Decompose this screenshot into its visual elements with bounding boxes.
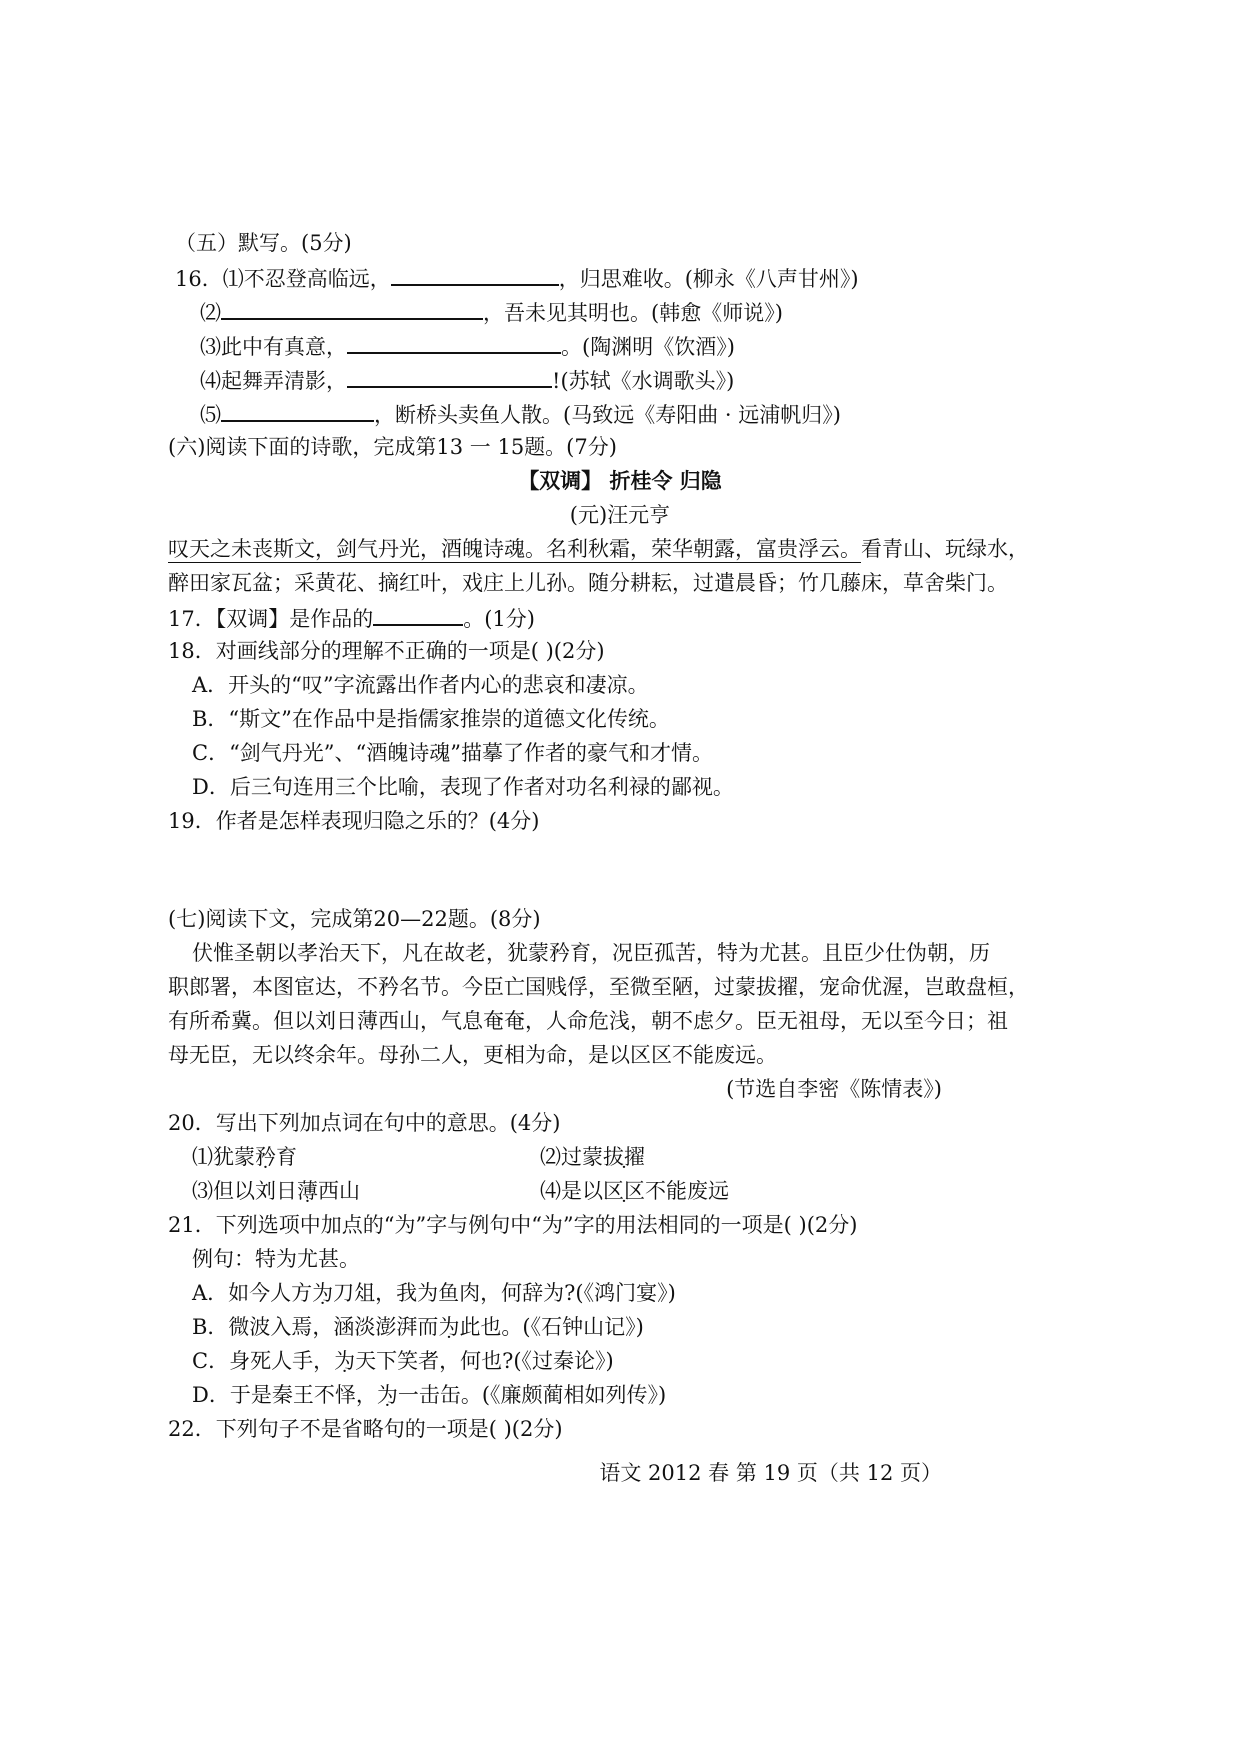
q20-2-dotted: 拔擢 xyxy=(603,1145,645,1169)
q21-a-post: 刀俎，我为鱼肉，何辞为?(《鸿门宴》) xyxy=(333,1281,676,1305)
q20-1-pre: ⑴犹蒙 xyxy=(192,1145,255,1169)
q21-c-post: 天下笑者，何也?(《过秦论》) xyxy=(355,1349,614,1373)
poem-author: (元)汪元亨 xyxy=(569,503,671,527)
poem-underlined-part: 叹天之未丧斯文，剑气丹光，酒魄诗魂。名利秋霜，荣华朝露，富贵浮云。 xyxy=(168,537,861,561)
q18: 18．对画线部分的理解不正确的一项是( )(2分) xyxy=(168,639,605,663)
q18-option-c: C．“剑气丹光”、“酒魄诗魂”描摹了作者的豪气和才情。 xyxy=(192,741,714,765)
q21-c-pre: C．身死人手， xyxy=(192,1349,335,1373)
q20-1-dotted: 矜 xyxy=(255,1145,276,1169)
q21-option-d xyxy=(192,1380,666,1410)
q18-option-a: A．开头的“叹”字流露出作者内心的悲哀和凄凉。 xyxy=(192,673,649,697)
q16-line-2 xyxy=(200,296,783,328)
q16-line-1 xyxy=(175,262,859,294)
q21-option-c xyxy=(192,1346,614,1376)
q16-line-5 xyxy=(200,398,841,430)
q20-item-3 xyxy=(192,1176,360,1206)
q21-c-dotted: 为 xyxy=(334,1349,356,1373)
q21-d-pre: D．于是秦王不怿， xyxy=(192,1383,377,1407)
section-7-heading: (七)阅读下文，完成第20—22题。(8分) xyxy=(168,907,541,931)
section-5-heading: （五）默写。(5分) xyxy=(175,231,352,255)
q16-5-blank[interactable] xyxy=(221,398,374,422)
passage-line-1: 伏惟圣朝以孝治天下，凡在故老，犹蒙矜育，况臣孤苦，特为尤甚。且臣少仕伪朝，历 xyxy=(192,941,990,965)
q21-option-a xyxy=(192,1278,676,1308)
q16-5-text-a: ⑸ xyxy=(200,403,221,427)
q20-item-2 xyxy=(540,1142,645,1172)
q16-1-text-a: 16．⑴不忍登高临远， xyxy=(175,267,391,291)
q21-option-b xyxy=(192,1312,644,1342)
q20: 20．写出下列加点词在句中的意思。(4分) xyxy=(168,1111,561,1135)
q21-b-dotted: 为 xyxy=(438,1315,460,1339)
q17-text-a: 17．【双调】是作品的 xyxy=(168,607,374,631)
q20-3-post: 西山 xyxy=(318,1179,360,1203)
q20-3-dotted: 薄 xyxy=(297,1179,318,1203)
q16-1-text-b: ，归思难收。(柳永《八声甘州》) xyxy=(558,267,859,291)
q20-4-post: 不能废远 xyxy=(645,1179,729,1203)
q17-text-b: 。(1分) xyxy=(463,607,535,631)
q16-2-blank[interactable] xyxy=(221,296,483,320)
q19: 19．作者是怎样表现归隐之乐的？(4分) xyxy=(168,809,540,833)
q22: 22．下列句子不是省略句的一项是( )(2分) xyxy=(168,1417,563,1441)
q16-3-text-a: ⑶此中有真意， xyxy=(200,335,347,359)
q16-line-4 xyxy=(200,364,734,396)
q18-option-b: B．“斯文”在作品中是指儒家推崇的道德文化传统。 xyxy=(192,707,670,731)
q17 xyxy=(168,602,535,634)
q16-2-text-b: ，吾未见其明也。(韩愈《师说》) xyxy=(483,301,783,325)
q20-3-pre: ⑶但以刘日 xyxy=(192,1179,297,1203)
q16-4-blank[interactable] xyxy=(347,364,552,388)
q16-2-text-a: ⑵ xyxy=(200,301,221,325)
q20-4-dotted: 区区 xyxy=(603,1179,645,1203)
poem-title: 【双调】 折桂令 归隐 xyxy=(518,468,722,493)
q20-1-post: 育 xyxy=(276,1145,297,1169)
q16-3-blank[interactable] xyxy=(347,330,561,354)
q18-option-d: D．后三句连用三个比喻，表现了作者对功名利禄的鄙视。 xyxy=(192,775,734,799)
q16-1-blank[interactable] xyxy=(391,262,559,286)
q17-blank[interactable] xyxy=(373,602,463,626)
q16-4-text-a: ⑷起舞弄清影， xyxy=(200,369,347,393)
q20-2-pre: ⑵过蒙 xyxy=(540,1145,603,1169)
poem-line-1 xyxy=(168,534,1029,564)
q21-d-post: 一击缶。(《廉颇蔺相如列传》) xyxy=(397,1383,667,1407)
q21-a-dotted: 为 xyxy=(312,1281,334,1305)
section-6-heading: (六)阅读下面的诗歌，完成第13 一 15题。(7分) xyxy=(168,435,617,459)
q21-b-pre: B．微波入焉，涵淡澎湃而 xyxy=(192,1315,439,1339)
page-footer: 语文 2012 春 第 19 页（共 12 页） xyxy=(599,1461,942,1485)
q16-3-text-b: 。(陶渊明《饮酒》) xyxy=(561,335,735,359)
q21-d-dotted: 为 xyxy=(376,1383,398,1407)
q16-4-text-b: !(苏轼《水调歌头》) xyxy=(552,369,735,393)
q21-example: 例句：特为尤甚。 xyxy=(192,1247,360,1271)
q20-4-pre: ⑷是以 xyxy=(540,1179,603,1203)
q21-a-pre: A．如今人方 xyxy=(192,1281,313,1305)
poem-line-2: 醉田家瓦盆；采黄花、摘红叶，戏庄上儿孙。随分耕耘，过遣晨昏；竹几藤床，草舍柴门。 xyxy=(168,571,1008,595)
passage-line-3: 有所希冀。但以刘日薄西山，气息奄奄，人命危浅，朝不虑夕。臣无祖母，无以至今日；祖 xyxy=(168,1009,1008,1033)
q20-item-1 xyxy=(192,1142,297,1172)
passage-line-2: 职郎署，本图宦达，不矜名节。今臣亡国贱俘，至微至陋，过蒙拔擢，宠命优渥，岂敢盘桓， xyxy=(168,975,1029,999)
passage-source: (节选自李密《陈情表》) xyxy=(726,1077,942,1101)
q16-5-text-b: ，断桥头卖鱼人散。(马致远《寿阳曲 · 远浦帆归》) xyxy=(374,403,841,427)
q16-line-3 xyxy=(200,330,735,362)
passage-line-4: 母无臣，无以终余年。母孙二人，更相为命，是以区区不能废远。 xyxy=(168,1043,777,1067)
poem-line-1-rest: 看青山、玩绿水， xyxy=(861,537,1029,561)
q20-item-4 xyxy=(540,1176,729,1206)
q21: 21．下列选项中加点的“为”字与例句中“为”字的用法相同的一项是( )(2分) xyxy=(168,1213,858,1237)
q21-b-post: 此也。(《石钟山记》) xyxy=(459,1315,644,1339)
